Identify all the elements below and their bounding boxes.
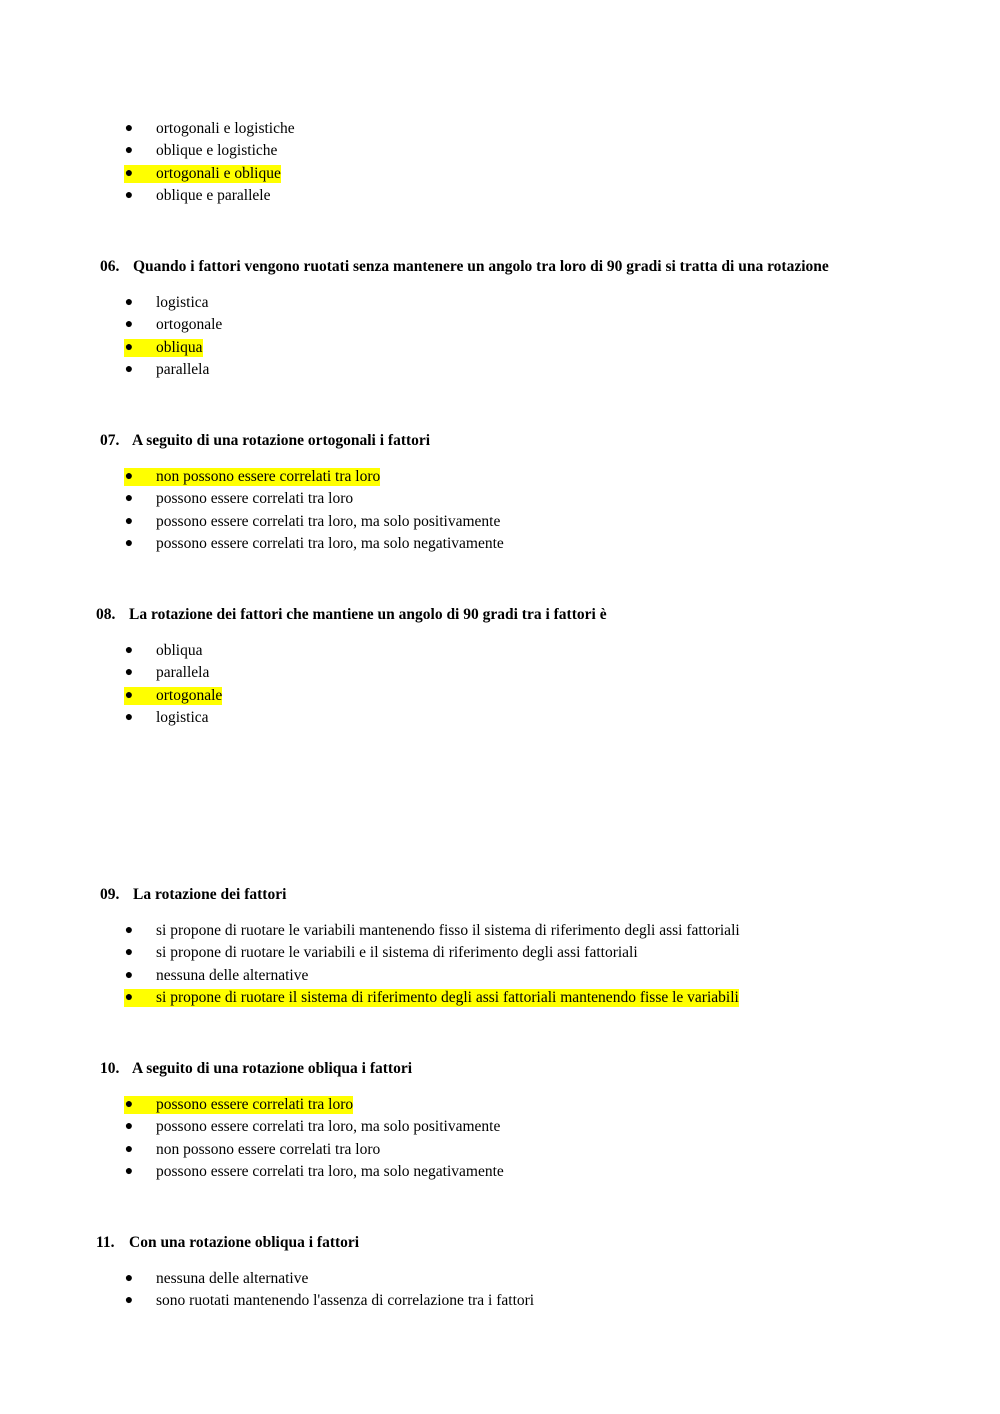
option-text: parallela: [156, 360, 210, 378]
bullet-icon: ●: [124, 1119, 134, 1135]
option-text: obliqua: [156, 642, 203, 659]
option-text: non possono essere correlati tra loro: [156, 468, 381, 485]
option-text: ortogonali e oblique: [156, 164, 281, 182]
bullet-icon: ●: [124, 643, 134, 658]
bullet-icon: ●: [124, 1271, 134, 1286]
option-text: nessuna delle alternative: [156, 1270, 309, 1287]
bullet-icon: ●: [124, 967, 134, 983]
question-text: A seguito di una rotazione ortogonali i fattori: [132, 432, 431, 449]
question-text: La rotazione dei fattori che mantiene un angolo di 90 gradi tra i fattori è: [129, 606, 607, 623]
bullet-icon: ●: [124, 143, 134, 159]
option-text: logistica: [156, 708, 209, 726]
question-text: Quando i fattori vengono ruotati senza mantenere un angolo tra loro di 90 gradi si tratta di una rotazione: [133, 258, 829, 275]
bullet-icon: ●: [124, 1141, 134, 1157]
option-text: oblique e parallele: [156, 186, 271, 204]
bullet-icon: ●: [124, 165, 134, 181]
bullet-icon: ●: [124, 687, 134, 703]
question-title: [100, 885, 286, 905]
option-text: ortogonali e logistiche: [156, 120, 295, 137]
question-number: 11.: [96, 1234, 115, 1251]
bullet-icon: ●: [124, 709, 134, 725]
option-text: si propone di ruotare le variabili e il sistema di riferimento degli assi fattoriali: [156, 944, 638, 962]
bullet-icon: ●: [124, 187, 134, 203]
bullet-icon: ●: [124, 121, 134, 136]
option-text: si propone di ruotare il sistema di riferimento degli assi fattoriali mantenendo fisse le variabili: [156, 988, 739, 1006]
bullet-icon: ●: [124, 535, 134, 551]
bullet-icon: ●: [124, 317, 134, 333]
option-text: possono essere correlati tra loro: [156, 1096, 354, 1113]
option-text: sono ruotati mantenendo l'assenza di correlazione tra i fattori: [156, 1292, 535, 1310]
bullet-icon: ●: [124, 339, 134, 355]
option-text: non possono essere correlati tra loro: [156, 1140, 381, 1158]
bullet-icon: ●: [124, 469, 134, 484]
option-text: ortogonale: [156, 686, 223, 704]
bullet-icon: ●: [124, 1293, 134, 1309]
option-text: obliqua: [156, 338, 203, 356]
question-title: [96, 605, 607, 625]
question-text: Con una rotazione obliqua i fattori: [129, 1234, 360, 1251]
bullet-icon: ●: [124, 923, 134, 938]
option-text: logistica: [156, 294, 209, 311]
question-number: 10.: [100, 1060, 120, 1077]
option-text: possono essere correlati tra loro: [156, 490, 354, 508]
bullet-icon: ●: [124, 945, 134, 961]
question-number: 09.: [100, 886, 120, 903]
option-text: parallela: [156, 664, 210, 682]
bullet-icon: ●: [124, 491, 134, 507]
bullet-icon: ●: [124, 295, 134, 310]
bullet-icon: ●: [124, 361, 134, 377]
option-text: ortogonale: [156, 316, 223, 334]
question-title: [100, 1059, 412, 1079]
question-number: 08.: [96, 606, 116, 623]
bullet-icon: ●: [124, 513, 134, 529]
bullet-icon: ●: [124, 989, 134, 1005]
bullet-icon: ●: [124, 1097, 134, 1112]
question-number: 07.: [100, 432, 120, 449]
option-text: possono essere correlati tra loro, ma solo positivamente: [156, 1118, 501, 1136]
option-text: oblique e logistiche: [156, 142, 278, 160]
option-text: nessuna delle alternative: [156, 966, 309, 984]
question-text: A seguito di una rotazione obliqua i fattori: [132, 1060, 413, 1077]
bullet-icon: ●: [124, 1163, 134, 1179]
question-text: La rotazione dei fattori: [133, 886, 287, 903]
question-number: 06.: [100, 258, 120, 275]
question-title: [100, 431, 430, 451]
bullet-icon: ●: [124, 665, 134, 681]
question-title: [96, 1233, 359, 1253]
question-title: [100, 257, 829, 277]
option-text: possono essere correlati tra loro, ma solo negativamente: [156, 1162, 504, 1180]
option-text: possono essere correlati tra loro, ma solo negativamente: [156, 534, 504, 552]
option-text: possono essere correlati tra loro, ma solo positivamente: [156, 512, 501, 530]
option-text: si propone di ruotare le variabili mantenendo fisso il sistema di riferimento degli assi fattoriali: [156, 922, 740, 939]
